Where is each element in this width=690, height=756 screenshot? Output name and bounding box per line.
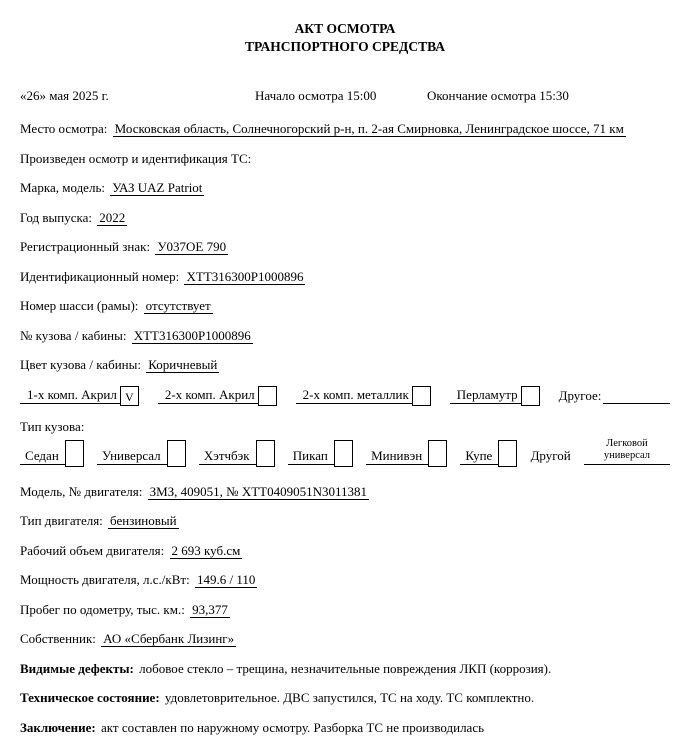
body-type-checkbox-sedan[interactable] bbox=[65, 440, 84, 467]
inspection-start-time: Начало осмотра 15:00 bbox=[255, 88, 377, 104]
paint-checkbox-acryl-2k[interactable] bbox=[258, 386, 277, 406]
field-label: Модель, № двигателя: bbox=[20, 483, 143, 499]
paint-option-label: 2-х комп. металлик bbox=[302, 386, 409, 402]
field-label: Тип двигателя: bbox=[20, 513, 103, 529]
body-type-option-label: Пикап bbox=[292, 447, 328, 463]
paint-other-blank-line bbox=[603, 388, 670, 404]
field-value: 2022 bbox=[99, 209, 126, 225]
field-label: Видимые дефекты: bbox=[20, 660, 134, 676]
body-type-checkbox-hatchback[interactable] bbox=[256, 440, 275, 467]
paint-other-label: Другое: bbox=[558, 387, 602, 403]
paint-checkbox-pearl[interactable] bbox=[521, 386, 540, 406]
field-label: Произведен осмотр и идентификация ТС: bbox=[20, 150, 252, 166]
paint-option-label: 2-х комп. Акрил bbox=[164, 386, 255, 402]
field-value: Коричневый bbox=[148, 357, 218, 373]
body-type-option-coupe bbox=[460, 440, 517, 465]
field-label: Рабочий объем двигателя: bbox=[20, 542, 165, 558]
paint-type-row bbox=[20, 386, 670, 404]
field-label: Мощность двигателя, л.с./кВт: bbox=[20, 572, 190, 588]
field-value: акт составлен по наружному осмотру. Разборка ТС не производилась bbox=[101, 719, 485, 735]
field-body-color bbox=[20, 356, 670, 373]
body-type-row bbox=[20, 438, 670, 465]
body-type-option-label: Седан bbox=[25, 447, 59, 463]
field-label: № кузова / кабины: bbox=[20, 327, 127, 343]
field-label: Место осмотра: bbox=[20, 121, 108, 137]
body-type-option-sedan bbox=[20, 440, 84, 465]
body-type-option-hatchback bbox=[199, 440, 275, 465]
body-type-option-pickup bbox=[288, 440, 353, 465]
field-value: 149.6 / 110 bbox=[196, 572, 256, 588]
field-engine-volume bbox=[20, 542, 670, 559]
field-make-model bbox=[20, 179, 670, 196]
field-value: 2 693 куб.см bbox=[171, 542, 241, 558]
field-value: УАЗ UAZ Patriot bbox=[112, 180, 203, 196]
field-value: XTT316300P1000896 bbox=[186, 268, 304, 284]
field-place-of-inspection bbox=[20, 120, 670, 137]
field-label: Год выпуска: bbox=[20, 209, 92, 225]
body-type-option-label: Минивэн bbox=[371, 447, 423, 463]
paint-checkbox-metallic-2k[interactable] bbox=[412, 386, 431, 406]
field-inspection-note bbox=[20, 150, 670, 167]
field-year bbox=[20, 209, 670, 226]
page-title bbox=[20, 20, 670, 55]
paint-option-label: 1-х комп. Акрил bbox=[27, 386, 117, 402]
body-type-other-label: Другой bbox=[530, 447, 571, 463]
body-type-option-wagon bbox=[97, 440, 186, 465]
field-chassis-number bbox=[20, 297, 670, 314]
date-row bbox=[20, 87, 670, 104]
field-value: удовлетоврительное. ДВС запустился, ТС на ходу. ТС комплектно. bbox=[164, 690, 535, 706]
field-value: лобовое стекло – трещина, незначительные повреждения ЛКП (коррозия). bbox=[139, 660, 552, 676]
body-type-option-minivan bbox=[366, 440, 447, 465]
field-engine-type bbox=[20, 512, 670, 529]
field-label: Заключение: bbox=[20, 719, 96, 735]
body-type-checkbox-minivan[interactable] bbox=[428, 440, 447, 467]
body-type-option-label: Универсал bbox=[102, 447, 161, 463]
field-vin bbox=[20, 268, 670, 285]
page-title-line2: ТРАНСПОРТНОГО СРЕДСТВА bbox=[244, 38, 445, 54]
inspection-date: «26» мая 2025 г. bbox=[20, 88, 109, 104]
field-engine-power bbox=[20, 571, 670, 588]
paint-checkbox-acryl-1k[interactable]: V bbox=[120, 386, 139, 406]
paint-option-acryl-1k bbox=[20, 386, 139, 404]
body-type-checkbox-coupe[interactable] bbox=[498, 440, 517, 467]
field-value: АО «Сбербанк Лизинг» bbox=[103, 631, 235, 647]
paint-option-label: Перламутр bbox=[456, 386, 518, 402]
field-value: ЗМЗ, 409051, № XTT0409051N3011381 bbox=[149, 483, 367, 499]
field-label: Техническое состояние: bbox=[20, 690, 160, 706]
field-engine-model bbox=[20, 483, 670, 500]
body-type-label: Тип кузова: bbox=[20, 418, 85, 434]
field-label: Регистрационный знак: bbox=[20, 239, 151, 255]
field-value: XTT316300P1000896 bbox=[133, 327, 251, 343]
body-type-option-label: Хэтчбэк bbox=[203, 447, 250, 463]
field-owner bbox=[20, 630, 670, 647]
field-label: Идентификационный номер: bbox=[20, 268, 180, 284]
page-title-line1: АКТ ОСМОТРА bbox=[294, 21, 396, 36]
field-conclusion bbox=[20, 719, 670, 736]
field-value: У037ОЕ 790 bbox=[157, 239, 227, 255]
field-body-number bbox=[20, 327, 670, 344]
field-registration-plate bbox=[20, 238, 670, 255]
paint-option-pearl bbox=[450, 386, 540, 404]
field-label: Собственник: bbox=[20, 631, 96, 647]
body-type-checkbox-pickup[interactable] bbox=[334, 440, 353, 467]
field-odometer bbox=[20, 601, 670, 618]
field-label: Цвет кузова / кабины: bbox=[20, 357, 141, 373]
body-type-option-label: Купе bbox=[465, 447, 493, 463]
inspection-end-time: Окончание осмотра 15:30 bbox=[427, 88, 569, 104]
field-value: 93,377 bbox=[192, 601, 228, 617]
body-type-other-value: Легковой универсал bbox=[584, 438, 670, 465]
field-visible-defects bbox=[20, 660, 670, 677]
body-type-checkbox-wagon[interactable] bbox=[167, 440, 186, 467]
paint-option-metallic-2k bbox=[296, 386, 431, 404]
field-technical-condition bbox=[20, 689, 670, 706]
field-label: Номер шасси (рамы): bbox=[20, 298, 139, 314]
field-value: Московская область, Солнечногорский р-н, п. 2-ая Смирновка, Ленинградское шоссе, 71 км bbox=[114, 121, 624, 137]
field-label: Пробег по одометру, тыс. км.: bbox=[20, 601, 185, 617]
field-value: отсутствует bbox=[145, 298, 211, 314]
paint-option-acryl-2k bbox=[158, 386, 277, 404]
field-value: бензиновый bbox=[110, 513, 177, 529]
field-label: Марка, модель: bbox=[20, 180, 105, 196]
